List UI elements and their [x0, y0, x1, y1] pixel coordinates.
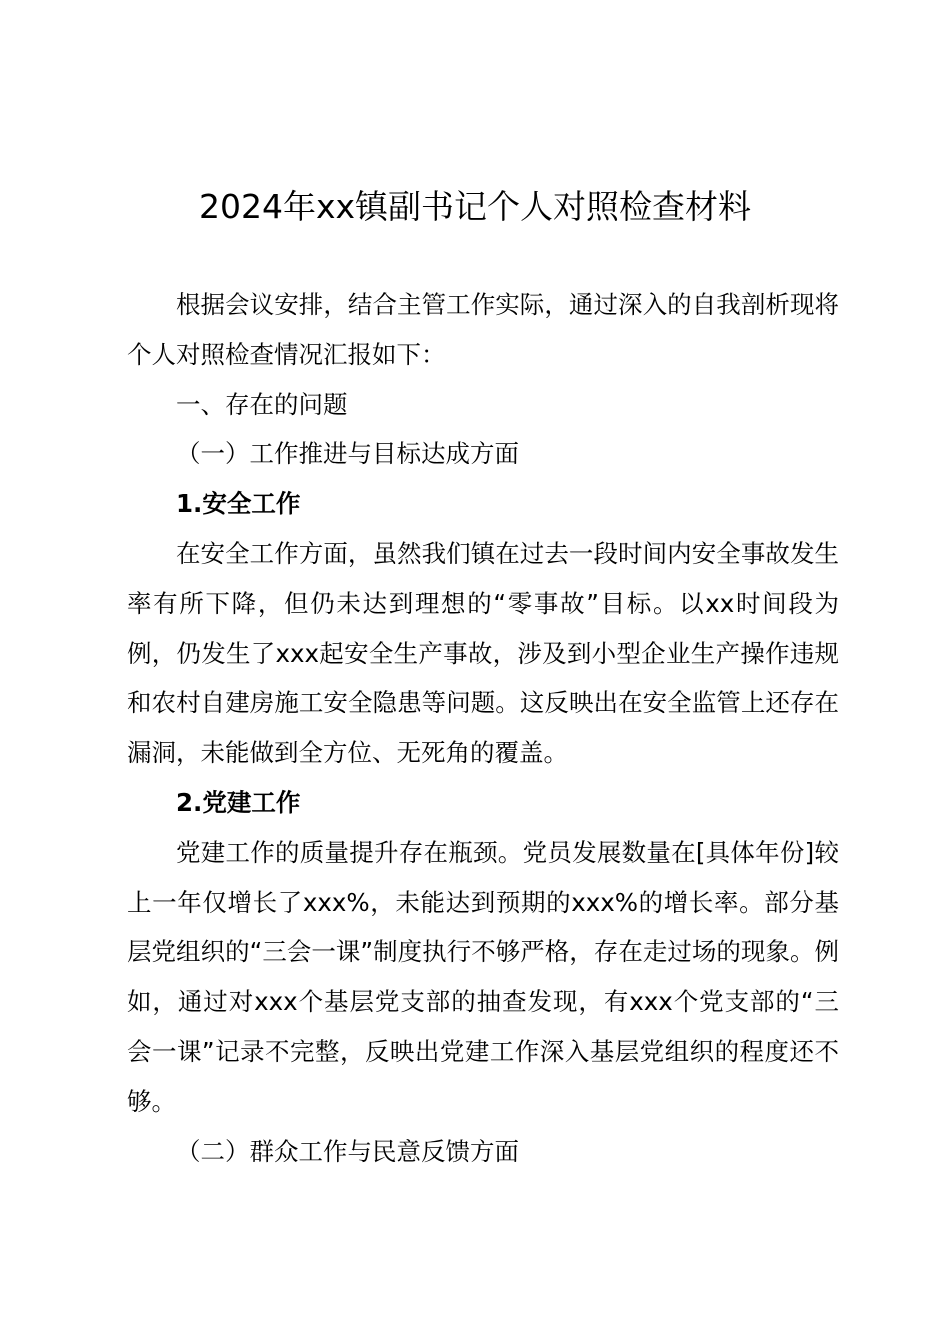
subsection-heading-work-progress: （一）工作推进与目标达成方面	[176, 439, 519, 469]
document-title: 2024年xx镇副书记个人对照检查材料	[198, 187, 752, 226]
item-body-party-building: 党建工作的质量提升存在瓶颈。党员发展数量在[具体年份]较上一年仅增长了xxx%，未能达到预期的xxx%的增长率。部分基层党组织的“三会一课”制度执行不够严格，存在走过场的现象。例如，通过对xxx个基层党支部的抽查发现，有xxx个党支部的“三会一课”记录不完整，反映出党建工作深入基层党组织的程度还不够。	[127, 837, 839, 1116]
item-body-safety: 在安全工作方面，虽然我们镇在过去一段时间内安全事故发生率有所下降，但仍未达到理想的“零事故”目标。以xx时间段为例，仍发生了xxx起安全生产事故，涉及到小型企业生产操作违规和农村自建房施工安全隐患等问题。这反映出在安全监管上还存在漏洞，未能做到全方位、无死角的覆盖。	[127, 538, 839, 768]
document-body	[127, 280, 839, 1176]
item-heading-safety: 1.安全工作	[176, 489, 301, 519]
item-heading-party-building: 2.党建工作	[176, 787, 301, 817]
subsection-heading-mass-work: （二）群众工作与民意反馈方面	[176, 1136, 519, 1166]
section-heading-problems: 一、存在的问题	[176, 389, 348, 419]
intro-paragraph: 根据会议安排，结合主管工作实际，通过深入的自我剖析现将个人对照检查情况汇报如下：	[127, 290, 839, 369]
